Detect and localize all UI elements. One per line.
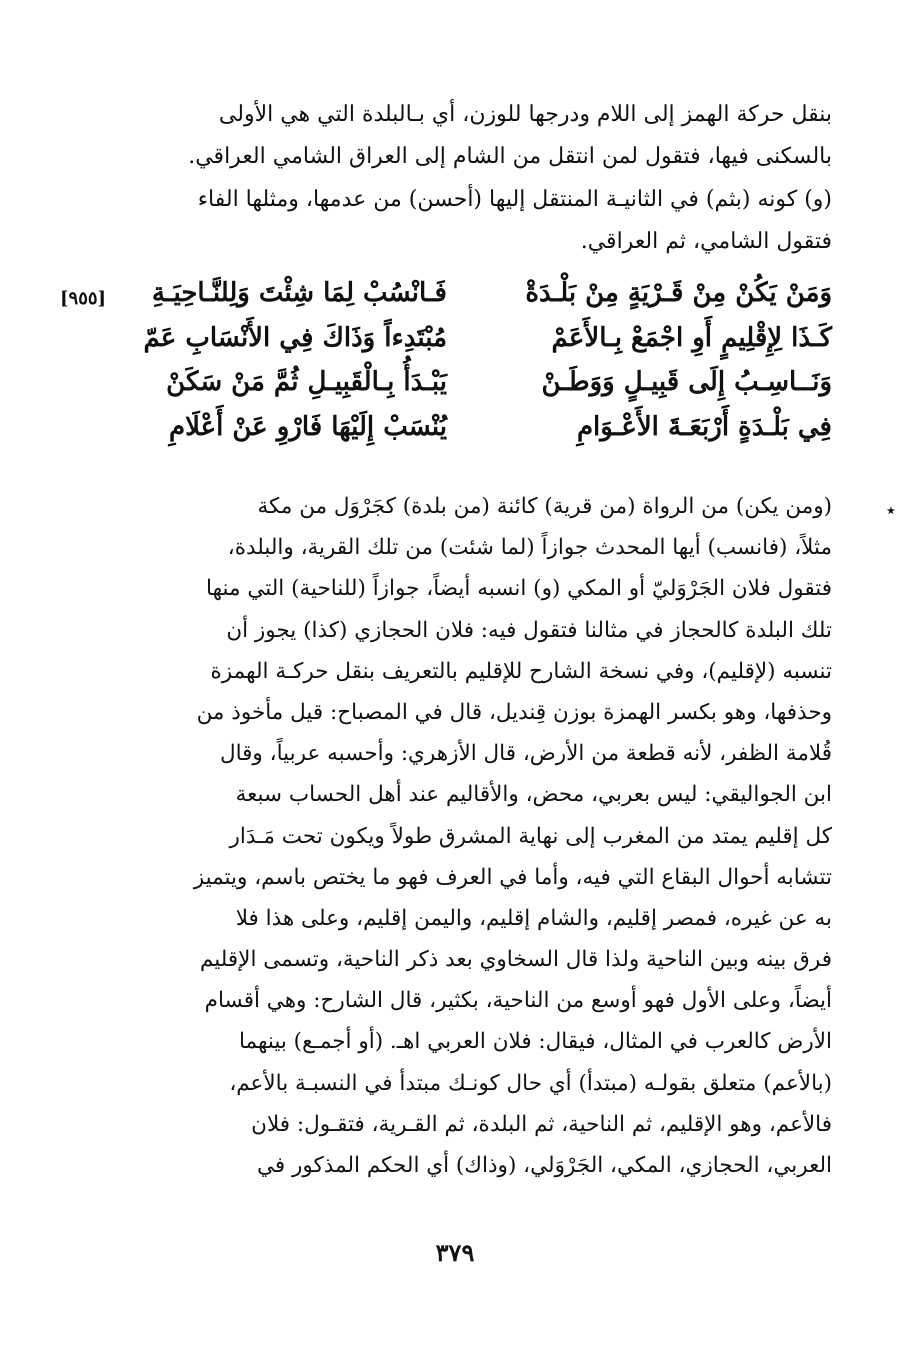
text-line: كل إقليم يمتد من المغرب إلى نهاية المشرق طولاً ويكون تحت مَـدَار xyxy=(229,823,832,849)
verse-second-hemistich: يُنْسَبْ إِلَيْهَا فَارْوِ عَنْ أَعْلَامِ xyxy=(168,411,447,442)
text-line: به عن غيره، فمصر إقليم، والشام إقليم، واليمن إقليم، وعلى هذا فلا xyxy=(235,905,832,931)
verse-row xyxy=(126,323,832,368)
verse-row xyxy=(126,412,832,457)
verse-first-hemistich: كَـذَا لِإِقْلِيمٍ أَوِ اجْمَعْ بِـالأَعَمْ xyxy=(551,322,832,353)
commentary-paragraph xyxy=(120,486,832,1186)
text-line: (بالأعم) متعلق بقولـه (مبتدأ) أي حال كونـك مبتدأ في النسبـة بالأعم، xyxy=(229,1070,832,1096)
text-line: فرق بينه وبين الناحية ولذا قال السخاوي بعد ذكر الناحية، وتسمى الإقليم xyxy=(199,947,832,973)
text-line: تتشابه أحوال البقاع التي فيه، وأما في العرف فهو ما يختص باسم، ويتميز xyxy=(193,864,832,890)
text-line: الأرض كالعرب في المثال، فيقال: فلان العربي اهـ. (أو أجمـع) بينهما xyxy=(239,1029,832,1055)
margin-mark: ٭ xyxy=(886,500,896,521)
text-line: بالسكنى فيها، فتقول لمن انتقل من الشام إلى العراق الشامي العراقي. xyxy=(188,144,832,170)
text-line: بنقل حركة الهمز إلى اللام ودرجها للوزن، أي بـالبلدة التي هي الأولى xyxy=(218,102,832,127)
verse-second-hemistich: يَبْـدَأُ بِـالْقَبِيـلِ ثُمَّ مَنْ سَكَنْ xyxy=(166,367,447,397)
verse-row xyxy=(126,367,832,412)
verse-block xyxy=(126,278,832,456)
text-line: أيضاً، وعلى الأول فهو أوسع من الناحية، بكثير، قال الشارح: وهي أقسام xyxy=(204,988,832,1014)
verse-second-hemistich: فَـانْسُبْ لِمَا شِئْتَ وَلِلنَّـاحِيَـةِ xyxy=(151,278,447,308)
text-line: قُلامة الظفر، لأنه قطعة من الأرض، قال الأزهري: وأحسبه عربياً، وقال xyxy=(219,741,832,767)
text-line: العربي، الحجازي، المكي، الجَرْوَلي، (وذاك) أي الحكم المذكور في xyxy=(257,1153,832,1178)
text-line: فتقول فلان الجَرْوَليّ أو المكي (و) انسبه أيضاً، جوازاً (للناحية) التي منها xyxy=(206,576,832,602)
text-line: تلك البلدة كالحجاز في مثالنا فتقول فيه: فلان الحجازي (كذا) يجوز أن xyxy=(226,617,832,643)
text-line: فتقول الشامي، ثم العراقي. xyxy=(580,229,832,255)
verse-first-hemistich: وَنَــاسِـبُ إِلَى قَبِيـلٍ وَوَطَـنْ xyxy=(541,367,832,397)
verse-first-hemistich: فِي بَلْـدَةٍ أَرْبَعَـةَ الأَعْـوَامِ xyxy=(576,411,832,442)
text-line: تنسبه (لإقليم)، وفي نسخة الشارح للإقليم بالتعريف بنقل حركـة الهمزة xyxy=(210,658,832,684)
text-line: (ومن يكن) من الرواة (من قرية) كائنة (من بلدة) كجَرْوَل من مكة xyxy=(257,494,832,519)
intro-paragraph xyxy=(120,94,832,264)
verse-row xyxy=(126,278,832,323)
verse-second-hemistich: مُبْتَدِءاً وَذَاكَ فِي الأَنْسَابِ عَمّ xyxy=(143,322,447,353)
text-line: فالأعم، وهو الإقليم، ثم الناحية، ثم البلدة، ثم القـرية، فتقـول: فلان xyxy=(251,1111,832,1137)
text-line: مثلاً، (فانسب) أيها المحدث جوازاً (لما شئت) من تلك القرية، والبلدة، xyxy=(227,535,832,561)
verse-number: [٩٥٥] xyxy=(60,288,107,309)
text-line: وحذفها، وهو بكسر الهمزة بوزن قِنديل، قال في المصباح: قيل مأخوذ من xyxy=(196,699,832,725)
text-line: ابن الجواليقي: ليس بعربي، محض، والأقاليم عند أهل الحساب سبعة xyxy=(235,782,832,808)
page-number: ٣٧٩ xyxy=(435,1238,475,1267)
text-line: (و) كونه (بثم) في الثانيـة المنتقل إليها (أحسن) من عدمها، ومثلها الفاء xyxy=(197,186,832,212)
verse-first-hemistich: وَمَنْ يَكُنْ مِنْ قَـرْيَةٍ مِنْ بَلْـدَةْ xyxy=(525,278,832,308)
